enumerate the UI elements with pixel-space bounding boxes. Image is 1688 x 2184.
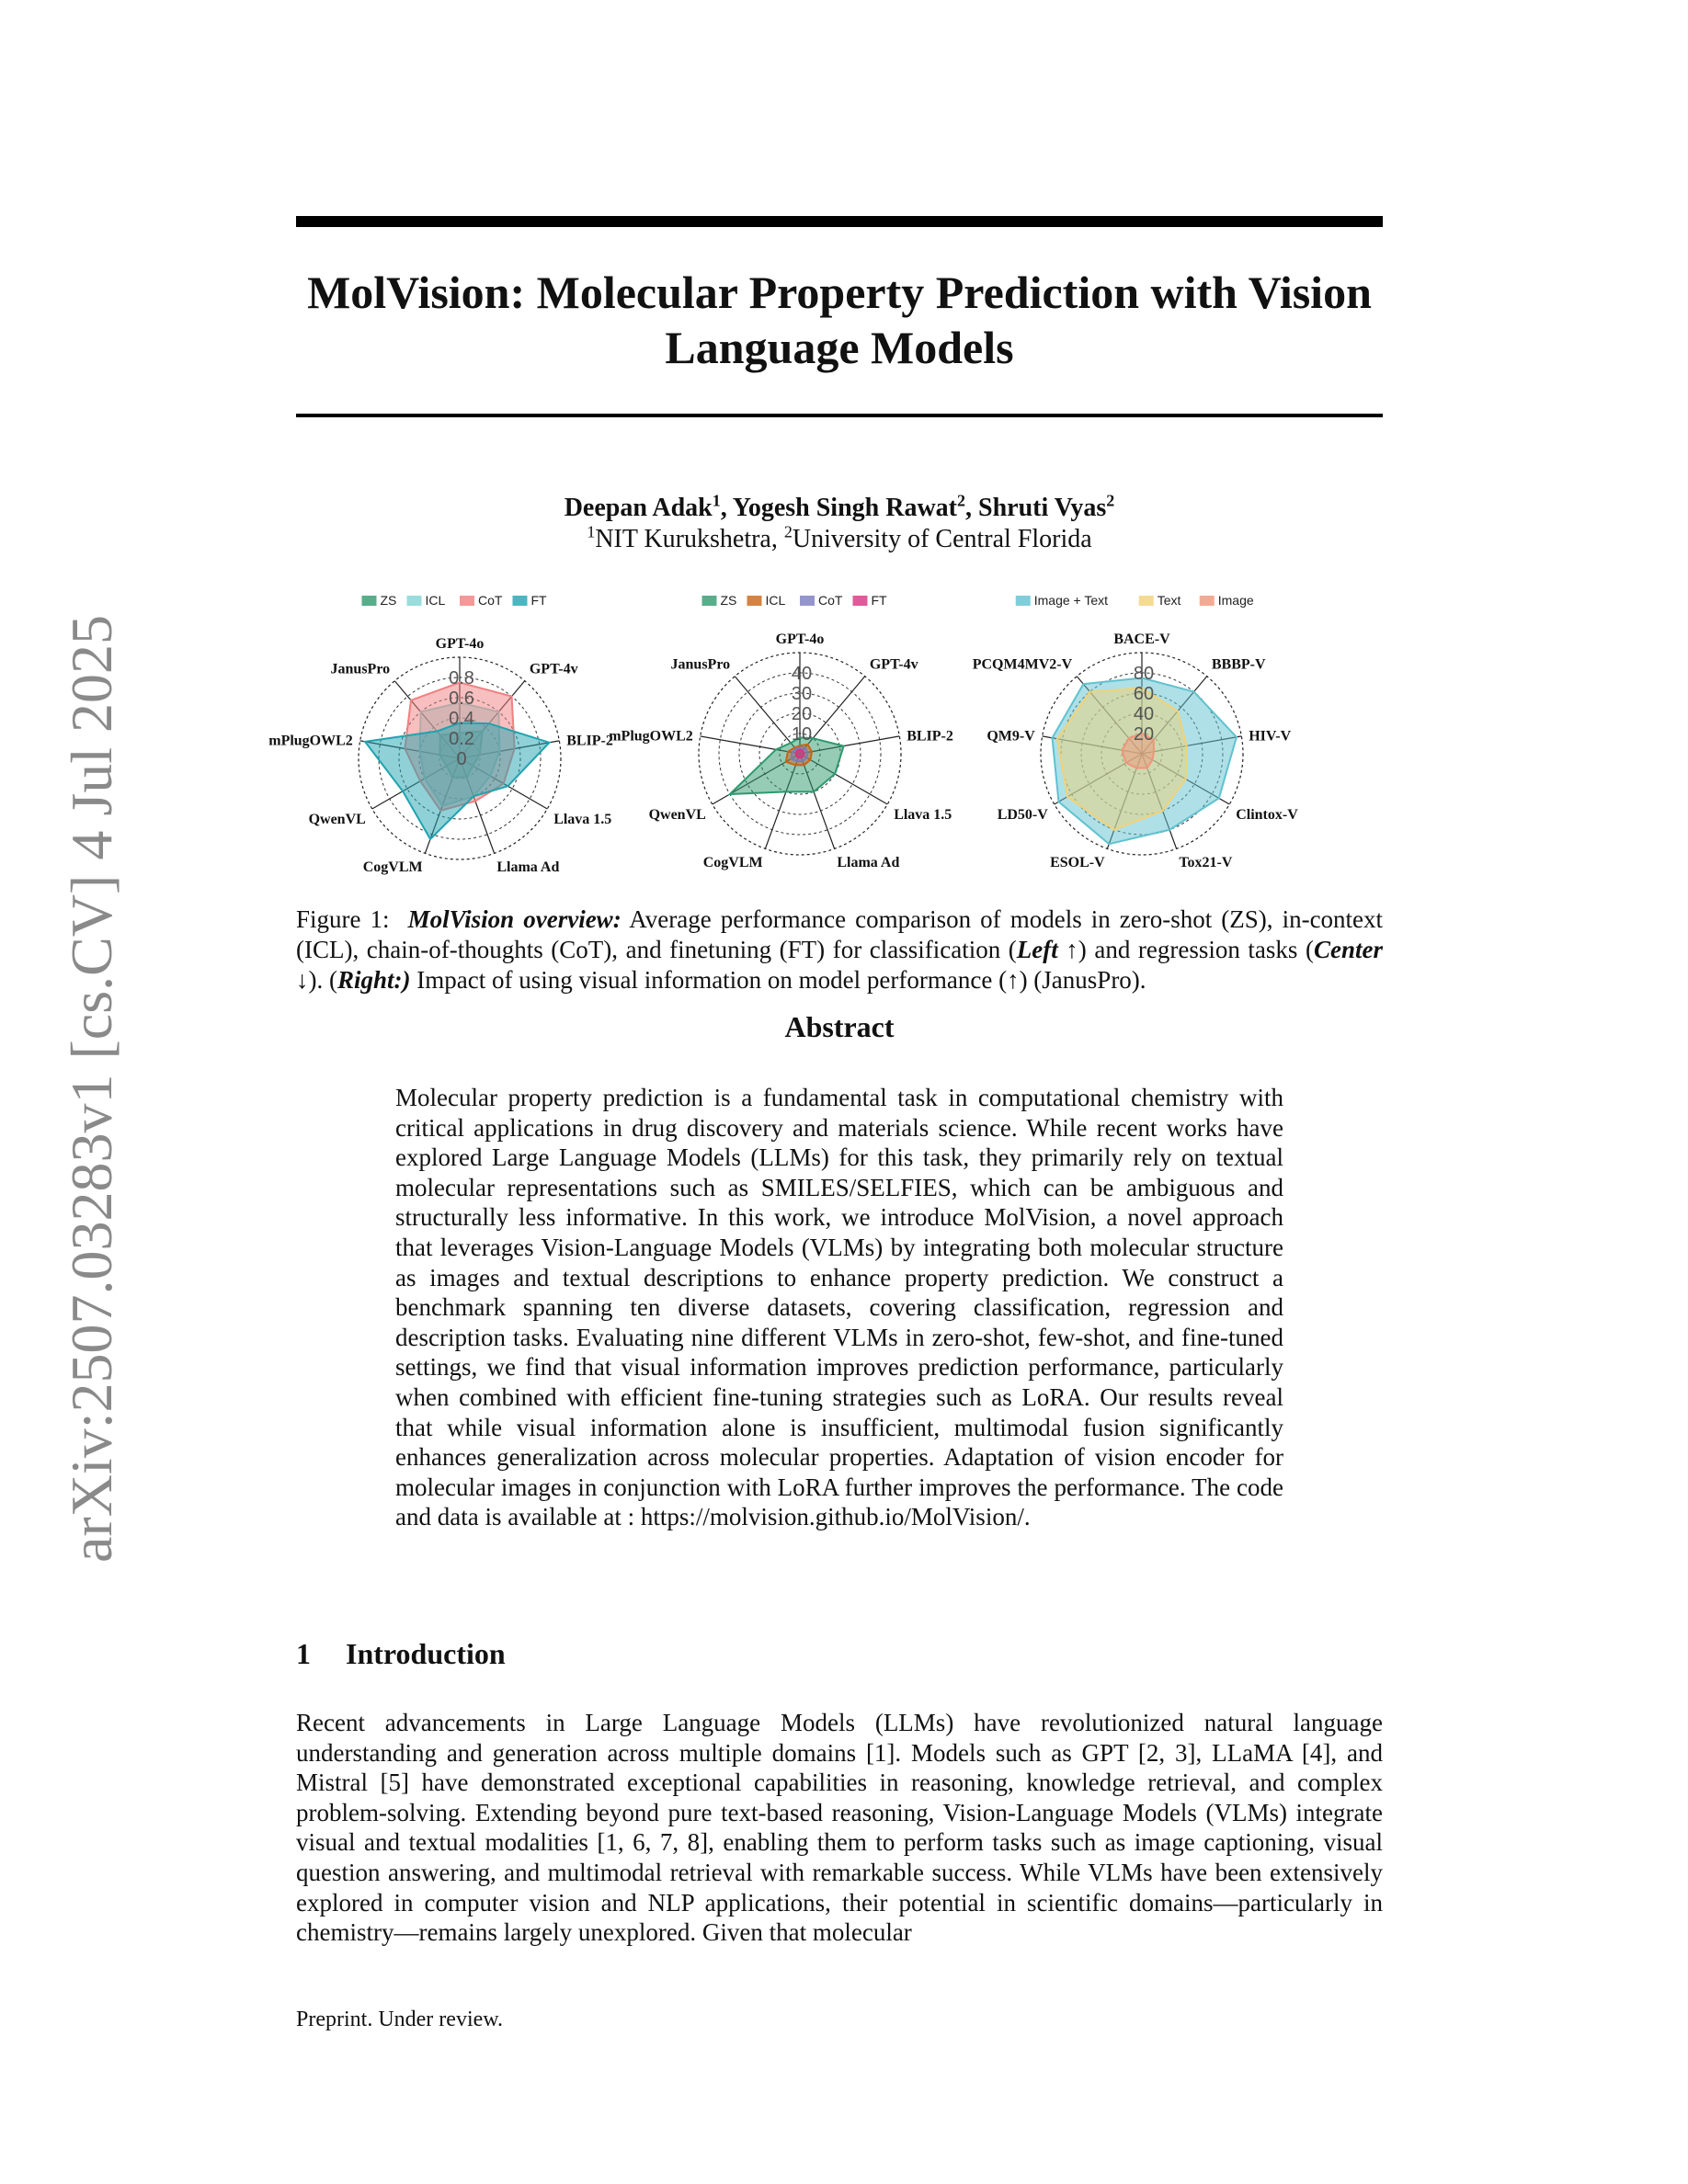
radar-axis-label: Tox21-V xyxy=(1179,854,1233,870)
author-affil-mark: 2 xyxy=(957,491,965,510)
radar-series-ft xyxy=(796,750,804,758)
affil-mark: 1 xyxy=(587,522,596,541)
caption-left: Left xyxy=(1016,936,1058,963)
radar-tick-label: 10 xyxy=(791,724,813,745)
radar-legend xyxy=(702,593,888,608)
radar-tick-label: 60 xyxy=(1133,684,1155,704)
radar-tick-label: 0.6 xyxy=(449,688,474,709)
radar-axis-label: LD50-V xyxy=(997,807,1048,823)
legend-swatch xyxy=(460,596,474,606)
legend-swatch xyxy=(747,596,762,606)
footer-note: Preprint. Under review. xyxy=(296,2008,504,2031)
title-line-2: Language Models xyxy=(665,322,1014,373)
radar-axis-label: Llava 1.5 xyxy=(553,812,612,827)
radar-axis-label: mPlugOWL2 xyxy=(609,728,693,745)
title-rule-bottom xyxy=(296,414,1383,417)
radar-tick-label: 0.4 xyxy=(449,709,474,729)
radar-tick-label: 40 xyxy=(1133,704,1155,724)
author-affil-mark: 2 xyxy=(1106,491,1115,510)
legend-swatch xyxy=(853,596,868,606)
caption-text: ↓). ( xyxy=(296,966,337,994)
radar-axis-label: Llama Ad xyxy=(837,854,900,870)
legend-swatch xyxy=(1200,596,1215,606)
introduction-body: Recent advancements in Large Language Models (LLMs) have revolutionized natural language understanding and generation across multiple domains [1]. Models such as GPT [2, 3], LLaMA [4], and Mistral [5] have demonstrated exceptional capabilities in reasoning, knowledge retrieval, and complex problem-solving. Extending beyond pure text-based reasoning, Vision-Language Models (VLMs) integrate visual and textual modalities [1, 6, 7, 8], enabling them to perform tasks such as image captioning, visual question answering, and multimodal retrieval with remarkable success. While VLMs have been extensively explored in computer vision and NLP applications, their potential in scientific domains—particularly in chemistry—remains largely unexplored. Given that molecular xyxy=(296,1709,1383,1947)
legend-label: FT xyxy=(871,593,887,608)
author-name: Deepan Adak xyxy=(564,494,713,522)
legend-label: ZS xyxy=(380,593,397,608)
author-name: Shruti Vyas xyxy=(978,494,1107,522)
affiliations: $^1$NIT Kurukshetra, $^2$University of Central Florida xyxy=(587,522,1092,553)
radar-axis-label: HIV-V xyxy=(1249,728,1292,745)
radar-tick-label: 80 xyxy=(1133,664,1155,684)
legend-label: CoT xyxy=(478,593,503,608)
radar-tick-label: 20 xyxy=(1133,724,1155,745)
radar-chart-1 xyxy=(268,593,613,875)
radar-tick-label: 0.8 xyxy=(449,668,474,688)
affil-mark: 2 xyxy=(783,522,793,541)
radar-series-zs xyxy=(730,737,844,794)
radar-tick-label: 0 xyxy=(456,749,467,769)
legend-label: ICL xyxy=(425,593,446,608)
caption-right: Right:) xyxy=(336,966,411,994)
abstract-heading: Abstract xyxy=(784,1010,895,1043)
legend-label: FT xyxy=(530,593,547,608)
radar-axis-label: BLIP-2 xyxy=(566,733,613,749)
affil-name: University of Central Florida xyxy=(792,525,1092,553)
title-rule-top xyxy=(296,216,1383,227)
radar-tick-label: 20 xyxy=(791,704,813,724)
legend-swatch xyxy=(702,596,717,606)
author-name: Yogesh Singh Rawat xyxy=(732,494,957,522)
arxiv-sidebar-id: arXiv:2507.03283v1 [cs.CV] 4 Jul 2025 xyxy=(59,614,124,1563)
caption-text: ↑) and regression tasks ( xyxy=(1057,936,1314,963)
caption-emphasis: MolVision overview: xyxy=(407,905,622,933)
affil-name: NIT Kurukshetra xyxy=(595,525,771,553)
radar-axis-label: QwenVL xyxy=(648,807,706,823)
radar-axis-label: Clintox-V xyxy=(1236,807,1298,823)
radar-charts xyxy=(268,588,1383,892)
section-number: 1 xyxy=(296,1637,311,1670)
radar-axis-label: JanusPro xyxy=(670,656,731,673)
radar-tick-label: 40 xyxy=(791,664,813,684)
radar-axis-label: BLIP-2 xyxy=(907,728,953,745)
legend-label: ZS xyxy=(720,593,737,608)
legend-label: Image xyxy=(1217,593,1254,608)
section-title: Introduction xyxy=(346,1637,506,1670)
radar-chart-2 xyxy=(609,593,953,870)
radar-axis-label: QwenVL xyxy=(308,812,366,827)
legend-swatch xyxy=(1016,596,1031,606)
caption-text: Impact of using visual information on model performance (↑) (JanusPro). xyxy=(410,966,1146,994)
section-heading-introduction xyxy=(296,1636,1032,1671)
radar-axis-label: Llava 1.5 xyxy=(894,807,952,823)
caption-label: Figure 1: xyxy=(296,905,390,933)
legend-swatch xyxy=(800,596,815,606)
radar-axis-label: GPT-4v xyxy=(529,661,578,677)
legend-label: CoT xyxy=(818,593,843,608)
radar-axis-label: BACE-V xyxy=(1113,631,1170,647)
legend-label: ICL xyxy=(765,593,786,608)
radar-legend xyxy=(362,593,548,608)
abstract-body: Molecular property prediction is a fundamental task in computational chemistry with critical applications in drug discovery and materials science. While recent works have explored Large Language Models (LLMs) for this task, they primarily rely on textual molecular representations such as SMILES/SELFIES, which can be ambiguous and structurally less informative. In this work, we introduce MolVision, a novel approach that leverages Vision-Language Models (VLMs) by integrating both molecular structure as images and textual descriptions to enhance property prediction. We construct a benchmark spanning ten diverse datasets, covering classification, regression and description tasks. Evaluating nine different VLMs in zero-shot, few-shot, and fine-tuned settings, we find that visual information improves prediction performance, particularly when combined with efficient fine-tuning strategies such as LoRA. Our results reveal that while visual information alone is insufficient, multimodal fusion significantly enhances generalization across molecular properties. Adaptation of vision encoder for molecular images in conjunction with LoRA further improves the performance. The code and data is available at : https://molvision.github.io/MolVision/. xyxy=(395,1084,1283,1531)
radar-axis-label: GPT-4o xyxy=(775,631,825,647)
radar-tick-label: 0.2 xyxy=(449,729,474,749)
radar-axis-label: QM9-V xyxy=(987,728,1035,745)
radar-chart-3 xyxy=(973,593,1298,870)
legend-swatch xyxy=(362,596,377,606)
legend-label: Image + Text xyxy=(1033,593,1109,608)
author-affil-mark: 1 xyxy=(712,491,721,510)
radar-axis-label: CogVLM xyxy=(362,859,423,875)
radar-tick-label: 30 xyxy=(791,684,813,704)
figure-1 xyxy=(268,588,1383,892)
radar-axis-label: PCQM4MV2-V xyxy=(972,656,1073,673)
legend-swatch xyxy=(407,596,422,606)
legend-swatch xyxy=(513,596,528,606)
radar-axis-label: GPT-4v xyxy=(869,656,918,673)
radar-axis-label: ESOL-V xyxy=(1050,854,1105,870)
radar-axis-label: GPT-4o xyxy=(435,636,485,652)
paper-title xyxy=(296,265,1383,375)
caption-center: Center xyxy=(1313,936,1383,963)
radar-axis-label: CogVLM xyxy=(702,854,763,870)
radar-spoke xyxy=(735,677,800,754)
legend-label: Text xyxy=(1157,593,1181,608)
radar-axis-label: Llama Ad xyxy=(496,859,560,875)
radar-axis-label: mPlugOWL2 xyxy=(268,733,353,749)
title-line-1: MolVision: Molecular Property Prediction with Vision xyxy=(307,267,1372,318)
radar-axis-label: BBBP-V xyxy=(1211,656,1266,673)
legend-swatch xyxy=(1139,596,1154,606)
radar-axis-label: JanusPro xyxy=(330,661,391,677)
caption-text: Average performance comparison of models in zero-shot (ZS), in-context (ICL), chain-of-thoughts (CoT), and finetuning (FT) for classification ( xyxy=(296,905,1384,963)
radar-legend xyxy=(1016,593,1254,608)
figure-caption xyxy=(296,904,1383,995)
author-list: Deepan Adak$^1$, Yogesh Singh Rawat$^2$, Shruti Vyas$^2$ xyxy=(564,491,1115,522)
